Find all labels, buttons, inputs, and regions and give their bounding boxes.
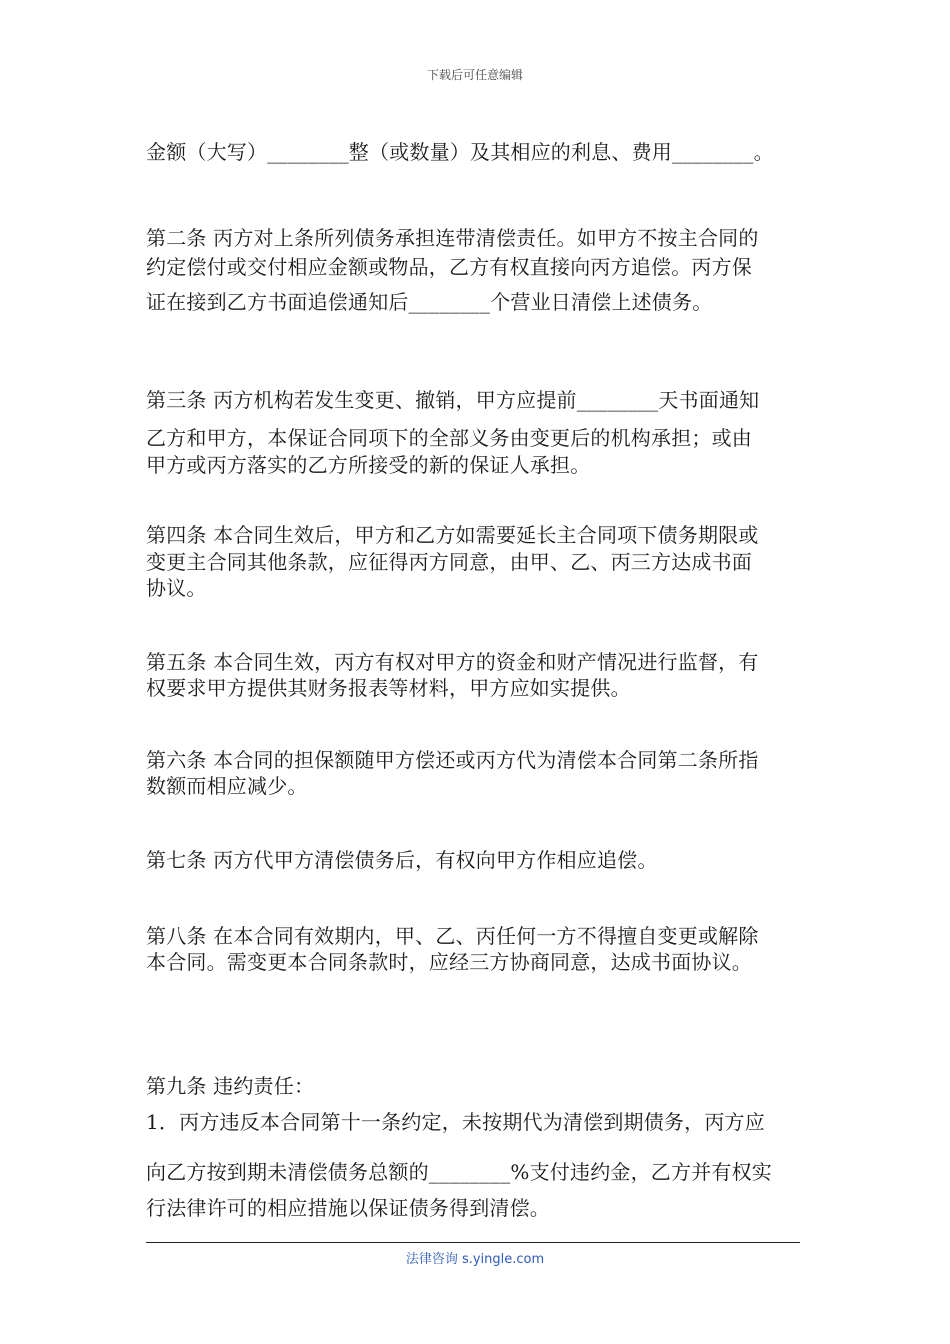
text-line: 向乙方按到期未清偿债务总额的________%支付违约金，乙方并有权实 <box>146 1160 773 1184</box>
text-line: 1．丙方违反本合同第十一条约定，未按期代为清偿到期债务，丙方应 <box>146 1110 765 1134</box>
text-line: 协议。 <box>146 576 207 600</box>
text-line: 第五条 本合同生效，丙方有权对甲方的资金和财产情况进行监督，有 <box>146 650 759 674</box>
text-line: 第二条 丙方对上条所列债务承担连带清偿责任。如甲方不按主合同的 <box>146 226 759 250</box>
footer-link[interactable]: 法律咨询 s.yingle.com <box>405 1252 545 1267</box>
text-line: 第六条 本合同的担保额随甲方偿还或丙方代为清偿本合同第二条所指 <box>146 748 759 772</box>
text-line: 第九条 违约责任： <box>146 1074 315 1098</box>
text-line: 行法律许可的相应措施以保证债务得到清偿。 <box>146 1196 550 1220</box>
text-line: 乙方和甲方，本保证合同项下的全部义务由变更后的机构承担；或由 <box>146 426 752 450</box>
header-note: 下载后可任意编辑 <box>426 68 523 82</box>
text-line: 第七条 丙方代甲方清偿债务后，有权向甲方作相应追偿。 <box>146 848 658 872</box>
text-line: 甲方或丙方落实的乙方所接受的新的保证人承担。 <box>146 453 591 477</box>
text-line: 金额（大写）________整（或数量）及其相应的利息、费用________。 <box>146 140 774 164</box>
text-line: 第三条 丙方机构若发生变更、撤销，甲方应提前________天书面通知 <box>146 388 760 412</box>
text-line: 证在接到乙方书面追偿通知后________个营业日清偿上述债务。 <box>146 290 713 314</box>
text-line: 本合同。需变更本合同条款时，应经三方协商同意，达成书面协议。 <box>146 950 752 974</box>
footer-divider <box>146 1242 800 1243</box>
text-line: 权要求甲方提供其财务报表等材料，甲方应如实提供。 <box>146 676 631 700</box>
text-line: 数额而相应减少。 <box>146 774 308 798</box>
text-line: 第八条 在本合同有效期内，甲、乙、丙任何一方不得擅自变更或解除 <box>146 924 759 948</box>
text-line: 约定偿付或交付相应金额或物品，乙方有权直接向丙方追偿。丙方保 <box>146 255 752 279</box>
text-line: 变更主合同其他条款，应征得丙方同意，由甲、乙、丙三方达成书面 <box>146 550 752 574</box>
text-line: 第四条 本合同生效后，甲方和乙方如需要延长主合同项下债务期限或 <box>146 523 759 547</box>
